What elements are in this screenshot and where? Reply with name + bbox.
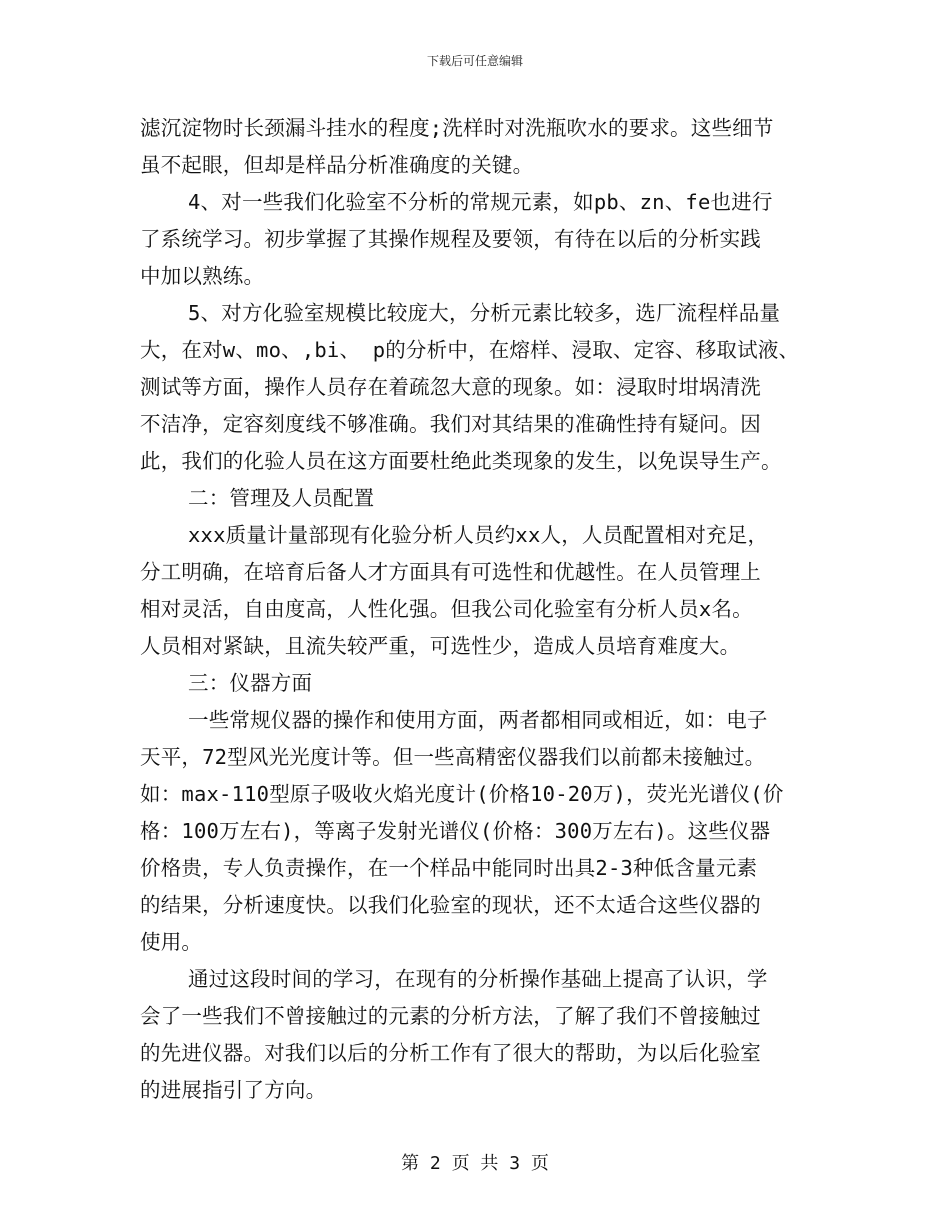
text-line: 中加以熟练。: [140, 264, 265, 288]
text-line: 使用。: [140, 930, 203, 954]
text-line: 格：100万左右)，等离子发射光谱仪(价格：300万左右)。这些仪器: [140, 819, 771, 843]
text-line: 虽不起眼，但却是样品分析准确度的关键。: [140, 153, 534, 177]
text-line: 会了一些我们不曾接触过的元素的分析方法，了解了我们不曾接触过: [140, 1004, 761, 1028]
text-line: 一些常规仪器的操作和使用方面，两者都相同或相近，如：电子: [188, 708, 768, 732]
text-line: 5、对方化验室规模比较庞大，分析元素比较多，选厂流程样品量: [188, 301, 781, 325]
text-line: 此，我们的化验人员在这方面要杜绝此类现象的发生，以免误导生产。: [140, 449, 782, 473]
text-line: 的进展指引了方向。: [140, 1078, 327, 1102]
page-header: 下载后可任意编辑: [426, 54, 523, 68]
text-line: 了系统学习。初步掌握了其操作规程及要领，有待在以后的分析实践: [140, 227, 761, 251]
text-line: 相对灵活，自由度高，人性化强。但我公司化验室有分析人员x名。: [140, 597, 753, 621]
text-line: 滤沉淀物时长颈漏斗挂水的程度;洗样时对洗瓶吹水的要求。这些细节: [140, 116, 774, 140]
text-line: 不洁净，定容刻度线不够准确。我们对其结果的准确性持有疑问。因: [140, 412, 761, 436]
section-heading: 二：管理及人员配置: [188, 486, 375, 510]
text-line: 4、对一些我们化验室不分析的常规元素，如pb、zn、fe也进行: [188, 190, 773, 214]
text-line: 人员相对紧缺，且流失较严重，可选性少，造成人员培育难度大。: [140, 634, 741, 658]
text-line: 的先进仪器。对我们以后的分析工作有了很大的帮助，为以后化验室: [140, 1041, 761, 1065]
section-heading: 三：仪器方面: [188, 671, 313, 695]
text-line: 分工明确，在培育后备人才方面具有可选性和优越性。在人员管理上: [140, 560, 761, 584]
text-line: xxx质量计量部现有化验分析人员约xx人，人员配置相对充足，: [188, 523, 769, 547]
text-line: 通过这段时间的学习，在现有的分析操作基础上提高了认识，学: [188, 967, 768, 991]
text-line: 价格贵，专人负责操作，在一个样品中能同时出具2-3种低含量元素: [140, 856, 758, 880]
text-line: 如：max-110型原子吸收火焰光度计(价格10-20万)，荧光光谱仪(价: [140, 782, 784, 806]
document-body: [140, 110, 810, 1109]
text-line: 测试等方面，操作人员存在着疏忽大意的现象。如：浸取时坩埚清洗: [140, 375, 761, 399]
page-footer: 第 2 页 共 3 页: [401, 1153, 549, 1174]
text-line: 的结果，分析速度快。以我们化验室的现状，还不太适合这些仪器的: [140, 893, 761, 917]
text-line: 大，在对w、mo、,bi、 p的分析中，在熔样、浸取、定容、移取试液、: [140, 338, 800, 362]
text-line: 天平，72型风光光度计等。但一些高精密仪器我们以前都未接触过。: [140, 745, 766, 769]
